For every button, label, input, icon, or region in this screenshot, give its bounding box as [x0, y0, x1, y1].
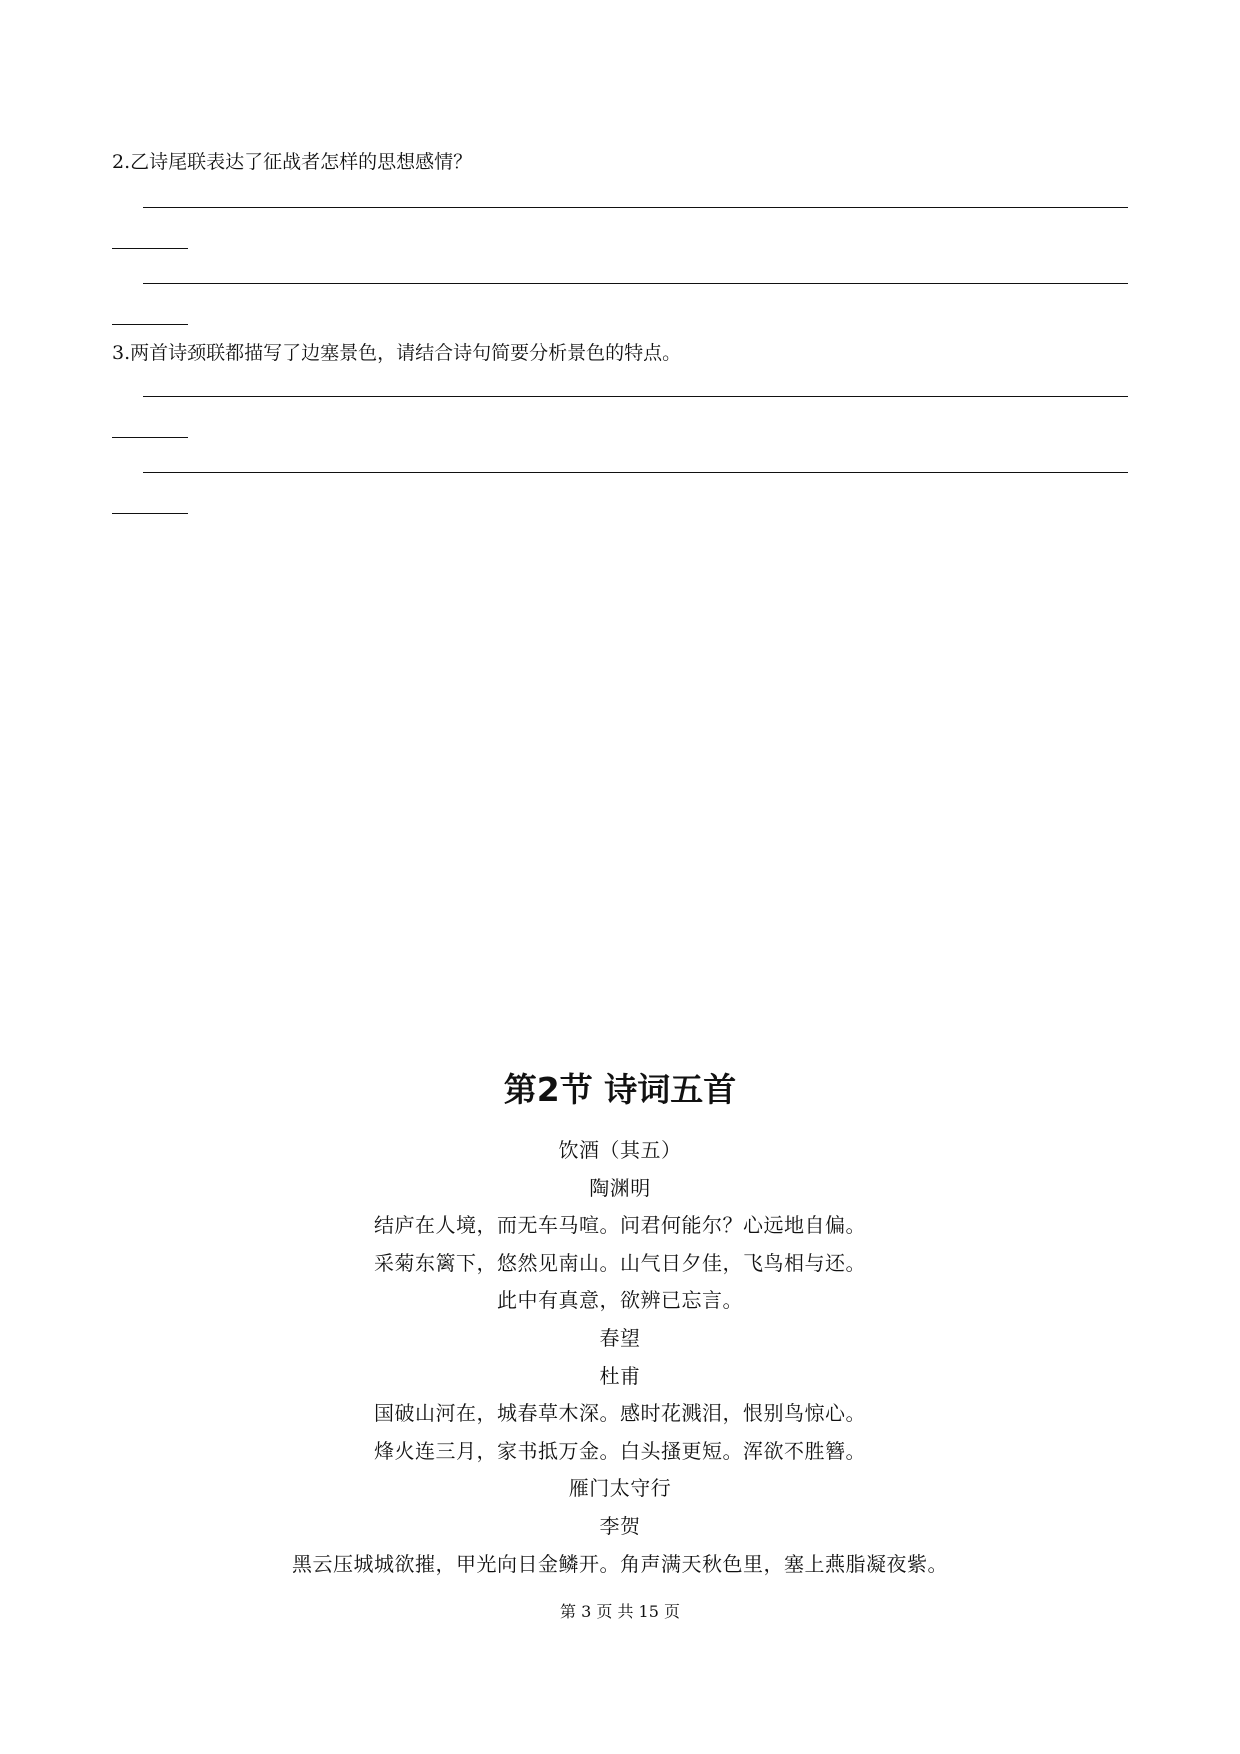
section-title: 第2节 诗词五首 — [503, 1070, 737, 1109]
poem-line: 结庐在人境，而无车马喧。问君何能尔？心远地自偏。 — [374, 1213, 866, 1238]
poem-author: 杜甫 — [599, 1363, 641, 1388]
question-2: 2.乙诗尾联表达了征战者怎样的思想感情？ — [112, 151, 473, 173]
poem-list — [0, 1132, 1240, 1583]
answer-line[interactable] — [143, 472, 1128, 473]
poem-line: 黑云压城城欲摧，甲光向日金鳞开。角声满天秋色里，塞上燕脂凝夜紫。 — [292, 1551, 948, 1576]
answer-line[interactable] — [143, 396, 1128, 397]
answer-line-continuation — [112, 513, 188, 514]
answer-line-continuation — [112, 437, 188, 438]
poem-author: 李贺 — [599, 1513, 641, 1538]
page-footer: 第 3 页 共 15 页 — [560, 1602, 680, 1621]
question-3: 3.两首诗颈联都描写了边塞景色，请结合诗句简要分析景色的特点。 — [112, 342, 682, 364]
poem-line: 此中有真意，欲辨已忘言。 — [497, 1288, 743, 1313]
poem-title: 雁门太守行 — [568, 1476, 672, 1501]
answer-line-continuation — [112, 248, 188, 249]
poem-line: 烽火连三月，家书抵万金。白头搔更短。浑欲不胜簪。 — [374, 1438, 866, 1463]
poem-line: 国破山河在，城春草木深。感时花溅泪，恨别鸟惊心。 — [374, 1401, 866, 1426]
answer-line[interactable] — [143, 283, 1128, 284]
poem-line: 采菊东篱下，悠然见南山。山气日夕佳，飞鸟相与还。 — [374, 1250, 866, 1275]
answer-line-continuation — [112, 324, 188, 325]
poem-title: 春望 — [599, 1325, 641, 1350]
answer-line[interactable] — [143, 207, 1128, 208]
poem-title: 饮酒（其五） — [558, 1138, 682, 1162]
poem-author: 陶渊明 — [589, 1175, 651, 1200]
